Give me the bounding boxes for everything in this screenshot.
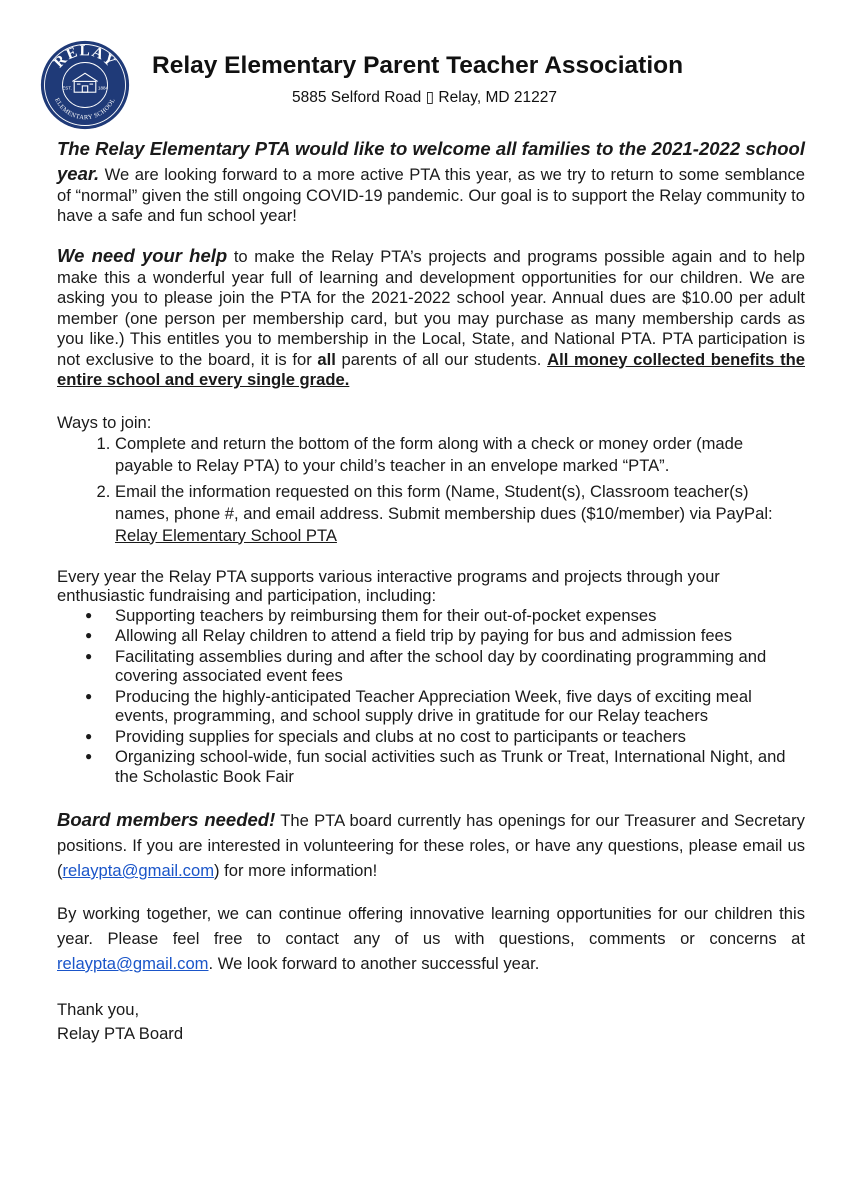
programs-list (57, 606, 805, 787)
help-text-1: to make the Relay PTA’s projects and programs possible again and to help make this a wonderful year full of learning and development opportunities for our children. We are asking you to please join the PTA for the 2021-2022 school year. Annual dues are $10.00 per adult member (one person per membership card, but you may purchase as many membership cards as you like.) This entitles you to membership in the Local, State, and National PTA. PTA participation is not exclusive to the board, it is for (57, 247, 805, 369)
program-item: ● Supporting teachers by reimbursing them for their out-of-pocket expenses (115, 606, 805, 626)
help-paragraph (57, 246, 805, 391)
program-item: ● Producing the highly-anticipated Teacher Appreciation Week, five days of exciting meal events, programming, and school supply drive in gratitude for our Relay teachers (115, 687, 805, 726)
welcome-paragraph (57, 136, 805, 226)
help-text-2: parents of all our students. (335, 349, 548, 369)
closing-paragraph (57, 901, 805, 976)
organization-title: Relay Elementary Parent Teacher Association (152, 52, 684, 79)
board-lead: Board members needed! (57, 809, 276, 830)
help-emphasis: All money collected benefits the entire school and every single grade. (57, 349, 805, 389)
logo-name-text: RELAY (50, 42, 120, 72)
signoff-line-2: Relay PTA Board (57, 1024, 184, 1043)
logo-school-text: ELEMENTARY SCHOOL (53, 97, 117, 122)
welcome-text: We are looking forward to a more active PTA this year, as we try to return to some semblance of “normal” given the still ongoing COVID-19 pandemic. Our goal is to support the Relay community to have a safe and fun school year! (57, 165, 805, 225)
board-text-1: The PTA board currently has openings for our Treasurer and Secretary positions. If you are interested in volunteering for these roles, or have any questions, please email us ( (57, 811, 805, 880)
ways-title: Ways to join: (57, 412, 152, 432)
closing-email-link[interactable]: relaypta@gmail.com (57, 954, 209, 973)
organization-address: 5885 Selford Road ▯ Relay, MD 21227 (292, 89, 558, 106)
signoff-line-1: Thank you, (57, 1000, 140, 1019)
ways-list (57, 433, 805, 547)
logo-year-text: 1884 (97, 85, 109, 91)
signoff (57, 998, 805, 1046)
board-paragraph (57, 807, 805, 883)
letter-body (57, 136, 805, 1063)
program-item: ● Allowing all Relay children to attend a field trip by paying for bus and admission fees (115, 626, 805, 646)
ways-item-2-text: Email the information requested on this form (Name, Student(s), Classroom teacher(s) names, phone #, and email address. Submit membership dues ($10/member) via PayPal: (115, 481, 773, 523)
program-item: ● Providing supplies for specials and clubs at no cost to participants or teachers (115, 727, 805, 747)
ways-item-1: 1. Complete and return the bottom of the form along with a check or money order (made payable to Relay PTA) to your child’s teacher in an envelope marked “PTA”. (115, 433, 805, 477)
board-text-2: ) for more information! (214, 861, 378, 880)
ways-item-2 (115, 481, 805, 547)
school-seal-logo (40, 40, 130, 130)
program-item: ● Facilitating assemblies during and after the school day by coordinating programming and covering associated event fees (115, 647, 805, 686)
closing-text-2: . We look forward to another successful year. (208, 954, 540, 973)
paypal-link[interactable]: Relay Elementary School PTA (115, 525, 337, 545)
program-item: ● Organizing school-wide, fun social activities such as Trunk or Treat, International Night, and the Scholastic Book Fair (115, 747, 805, 786)
logo-est-text: EST. (62, 85, 72, 91)
programs-intro: Every year the Relay PTA supports various interactive programs and projects through your enthusiastic fundraising and participation, including: (57, 566, 720, 605)
help-bold-word: all (317, 349, 336, 369)
help-lead: We need your help (57, 245, 228, 266)
welcome-lead: The Relay Elementary PTA would like to welcome all families to the 2021-2022 school year. (57, 138, 805, 184)
board-email-link[interactable]: relaypta@gmail.com (62, 861, 215, 880)
closing-text-1: By working together, we can continue offering innovative learning opportunities for our children this year. Please feel free to contact any of us with questions, comments or concerns at (57, 904, 805, 948)
